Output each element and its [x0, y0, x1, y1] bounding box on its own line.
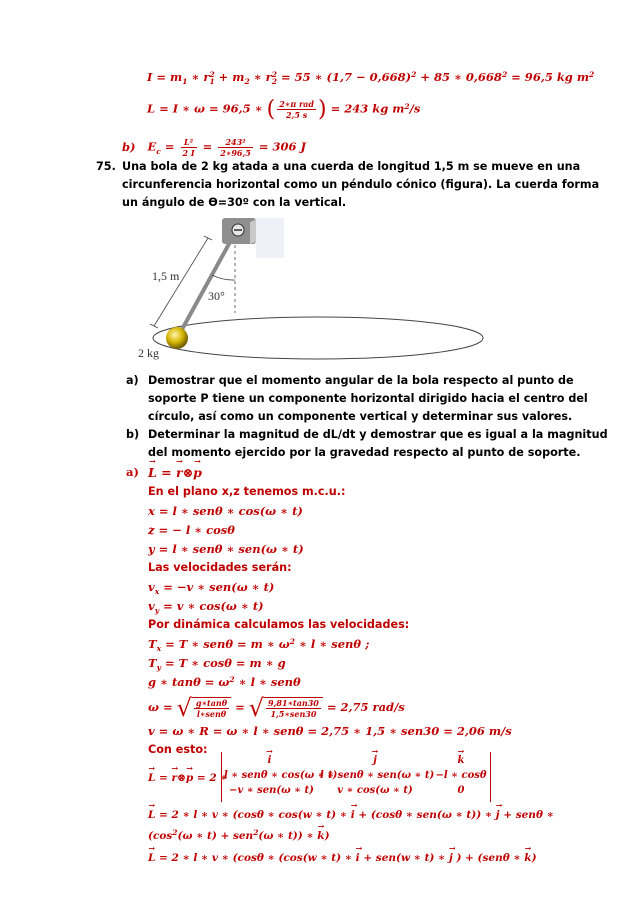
- velocities-text: Las velocidades serán:: [148, 561, 292, 574]
- circular-path: [153, 317, 483, 359]
- cross-product-determinant: [221, 752, 491, 802]
- solution-a-label: a): [126, 465, 139, 479]
- con-esto-text: Con esto:: [148, 743, 208, 756]
- angle-arc: [212, 275, 235, 280]
- unit-vector-i: → i: [222, 755, 317, 766]
- angular-momentum-definition: → L = → r⊗→ p: [148, 465, 202, 480]
- y-position-equation: y = l ∗ senθ ∗ sen(ω ∗ t): [148, 542, 304, 556]
- angular-momentum-equation: L = I ∗ ω = 96,5 ∗ ( $\frac{\text{2∗π rad}}{2,5 s}$ ) = 243 kg $m^2/s$: [147, 97, 421, 122]
- unit-vector-j: → j: [320, 755, 430, 766]
- matrix-p-x: −v ∗ sen(ω ∗ t): [229, 785, 314, 796]
- mass-label: 2 kg: [138, 346, 159, 360]
- moment-of-inertia-equation: $I = m_1$ ∗ r 2 1 + $m_2$ ∗ r 2 2 = 55 ∗ $(1,7 - 0,668)^2 + 85$ ∗ 0,668$^2$ = 96,5 kg $m^2$: [147, 70, 595, 86]
- problem-text-line-1: Una bola de 2 kg atada a una cuerda de longitud 1,5 m se mueve en una: [122, 160, 581, 173]
- unit-vector-k: → k: [430, 755, 492, 766]
- angle-label: 30°: [208, 289, 225, 303]
- ball: [166, 327, 188, 349]
- string: [180, 233, 235, 333]
- question-a-line-3: círculo, así como un componente vertical y determinar sus valores.: [148, 410, 573, 423]
- problem-text-line-2: circunferencia horizontal como un péndulo cónico (figura). La cuerda forma: [122, 178, 600, 191]
- cross-product-lhs: → L = → r⊗→ p = 2 ∗: [148, 772, 228, 784]
- matrix-p-z: 0: [457, 785, 465, 796]
- problem-number: 75.: [96, 160, 116, 173]
- question-b-line-2: del momento ejercido por la gravedad respecto al punto de soporte.: [148, 446, 581, 459]
- problem-text-line-3: un ángulo de Ө=30º con la vertical.: [122, 196, 347, 209]
- question-a-line-2: soporte P tiene un componente horizontal dirigido hacia el centro del: [148, 392, 588, 405]
- z-position-equation: z = − l ∗ cosθ: [148, 523, 235, 537]
- kinetic-energy-equation: b) $E_c$ = $\frac{\text{L²}}{2 I}$ = $\frac{\text{243²}}{2∗96,5}$ = 306 J: [122, 137, 306, 158]
- matrix-r-z: −l ∗ cosθ: [435, 770, 487, 781]
- vy-equation: $v_y = v$ ∗ cos(ω ∗ t): [148, 599, 264, 615]
- dynamics-text: Por dinámica calculamos las velocidades:: [148, 618, 410, 631]
- question-a-label: a): [126, 374, 139, 387]
- question-a-line-1: Demostrar que el momento angular de la bola respecto al punto de: [148, 374, 574, 387]
- g-tan-equation: g ∗ $\tan\theta = \omega^2$ ∗ l ∗ senθ: [148, 675, 301, 689]
- question-b-line-1: Determinar la magnitud de dL/dt y demostrar que es igual a la magnitud: [148, 428, 608, 441]
- l-expansion-line-3: → L = 2 ∗ l ∗ v ∗ (cosθ ∗ (cos(w ∗ t) ∗ → i + sen(w ∗ t) ∗ → j ) + (senθ ∗ → k): [148, 852, 537, 864]
- ty-equation: $T_y = T$ ∗ cosθ = m ∗ g: [148, 656, 286, 672]
- tx-equation: $T_x = T$ ∗ senθ = m ∗ $\omega^2$ ∗ l ∗ senθ ;: [148, 637, 370, 653]
- support-bracket: [222, 218, 284, 258]
- conical-pendulum-figure: [130, 218, 490, 368]
- l-expansion-line-2: ($\cos^2(\omega$ ∗ t) + sen$^2$(ω ∗ t)) ∗ → k): [148, 830, 330, 842]
- matrix-r-x: l ∗ senθ ∗ cos(ω ∗ t): [224, 770, 338, 781]
- x-position-equation: x = l ∗ senθ ∗ cos(ω ∗ t): [148, 504, 303, 518]
- matrix-p-y: v ∗ cos(ω ∗ t): [337, 785, 413, 796]
- velocity-equation: v = ω ∗ R = ω ∗ l ∗ senθ = 2,75 ∗ 1,5 ∗ sen30 = 2,06 m/s: [148, 724, 512, 738]
- l-expansion-line-1: → L = 2 ∗ l ∗ v ∗ (cosθ ∗ cos(w ∗ t) ∗ → i + (cosθ ∗ sen(ω ∗ t)) ∗ → j + senθ ∗: [148, 809, 554, 821]
- question-b-label: b): [126, 428, 140, 441]
- omega-equation: ω = √ $\frac{g∗\tan\theta}{\text{l∗senθ}}$ = √ $\frac{9,81∗\tan 30}{\text{1,5∗sen30}}$ = 2,75 rad/s: [148, 694, 405, 722]
- vx-equation: $v_x = -v$ ∗ sen(ω ∗ t): [148, 580, 275, 596]
- matrix-r-y: l ∗ senθ ∗ sen(ω ∗ t): [320, 770, 435, 781]
- length-label: 1,5 m: [152, 269, 180, 283]
- plane-text: En el plano x,z tenemos m.c.u.:: [148, 485, 346, 498]
